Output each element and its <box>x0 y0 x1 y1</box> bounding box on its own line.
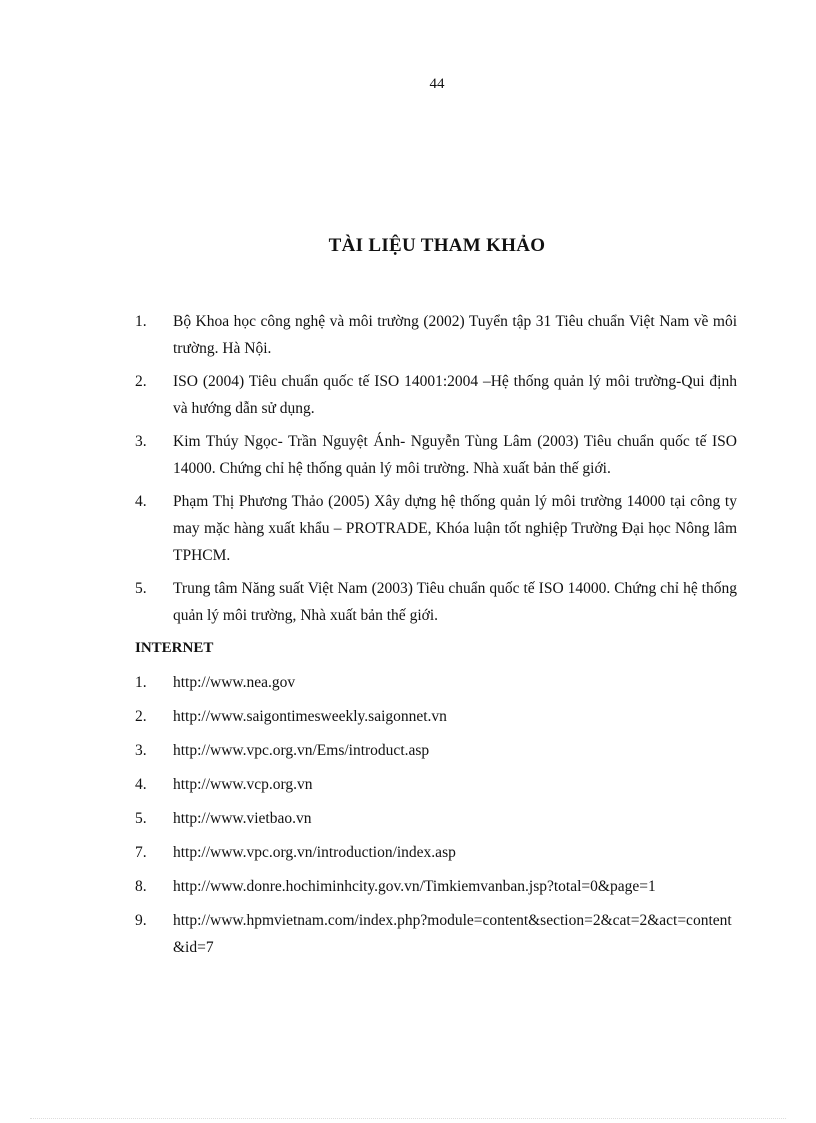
link-number: 5. <box>135 810 147 827</box>
link-item <box>135 703 737 730</box>
link-item <box>135 907 737 961</box>
link-url[interactable]: http://www.vpc.org.vn/Ems/introduct.asp <box>173 742 430 759</box>
link-number: 9. <box>135 912 147 929</box>
link-url[interactable]: http://www.vcp.org.vn <box>173 776 313 793</box>
reference-item <box>135 368 737 422</box>
link-item <box>135 839 737 866</box>
reference-item <box>135 428 737 482</box>
reference-item <box>135 575 737 629</box>
reference-number: 1. <box>135 313 147 330</box>
link-number: 3. <box>135 742 147 759</box>
reference-number: 5. <box>135 580 147 597</box>
reference-text: Trung tâm Năng suất Việt Nam (2003) Tiêu chuẩn quốc tế ISO 14000. Chứng chỉ hệ thống quản lý môi trường, Nhà xuất bản thế giới. <box>173 580 737 624</box>
reference-item <box>135 488 737 569</box>
reference-number: 3. <box>135 433 147 450</box>
link-number: 4. <box>135 776 147 793</box>
reference-number: 2. <box>135 373 147 390</box>
reference-text: Phạm Thị Phương Thảo (2005) Xây dựng hệ thống quản lý môi trường 14000 tại công ty may mặc hàng xuất khẩu – PROTRADE, Khóa luận tốt nghiệp Trường Đại học Nông lâm TPHCM. <box>173 493 737 564</box>
reference-text: ISO (2004) Tiêu chuẩn quốc tế ISO 14001:2004 –Hệ thống quản lý môi trường-Qui định và hướng dẫn sử dụng. <box>173 373 737 417</box>
reference-number: 4. <box>135 493 147 510</box>
link-url[interactable]: http://www.nea.gov <box>173 674 296 691</box>
link-item <box>135 873 737 900</box>
page-title: TÀI LIỆU THAM KHẢO <box>328 235 546 256</box>
link-number: 8. <box>135 878 147 895</box>
link-number: 1. <box>135 674 147 691</box>
link-url[interactable]: http://www.vpc.org.vn/introduction/index.asp <box>173 844 456 861</box>
link-url[interactable]: http://www.vietbao.vn <box>173 810 312 827</box>
link-number: 2. <box>135 708 147 725</box>
page-number: 44 <box>429 76 445 92</box>
link-item <box>135 771 737 798</box>
link-item <box>135 669 737 696</box>
link-item <box>135 737 737 764</box>
link-item <box>135 805 737 832</box>
reference-list <box>135 308 737 968</box>
link-number: 7. <box>135 844 147 861</box>
reference-text: Bộ Khoa học công nghệ và môi trường (2002) Tuyển tập 31 Tiêu chuẩn Việt Nam về môi trường. Hà Nội. <box>173 313 737 357</box>
link-url[interactable]: http://www.saigontimesweekly.saigonnet.vn <box>173 708 447 725</box>
reference-text: Kim Thúy Ngọc- Trần Nguyệt Ánh- Nguyễn Tùng Lâm (2003) Tiêu chuẩn quốc tế ISO 14000. Chứng chỉ hệ thống quản lý môi trường. Nhà xuất bản thế giới. <box>173 433 737 477</box>
link-url[interactable]: http://www.donre.hochiminhcity.gov.vn/Timkiemvanban.jsp?total=0&page=1 <box>173 878 656 895</box>
page-bottom-divider <box>30 1118 786 1119</box>
link-url[interactable]: http://www.hpmvietnam.com/index.php?module=content&section=2&cat=2&act=content&id=7 <box>173 912 732 956</box>
internet-heading: INTERNET <box>135 640 214 656</box>
reference-item <box>135 308 737 362</box>
